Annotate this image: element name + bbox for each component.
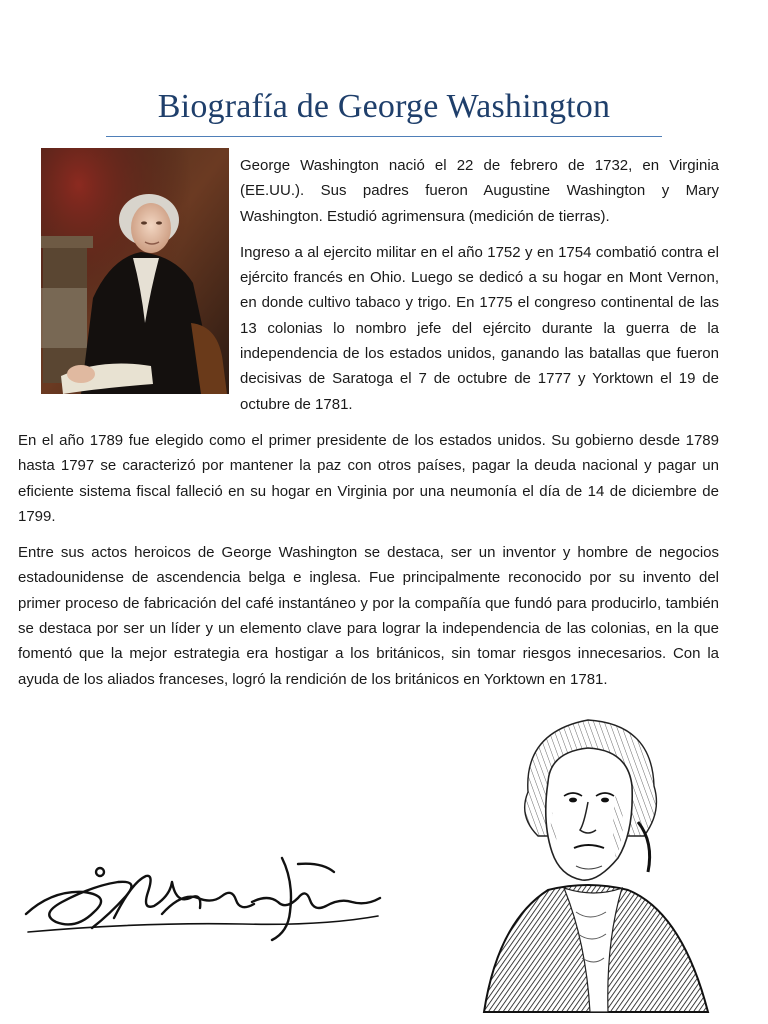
document-title: Biografía de George Washington bbox=[157, 88, 611, 125]
biography-text bbox=[18, 153, 719, 703]
signature-drawing bbox=[22, 852, 384, 944]
signature-image bbox=[22, 852, 384, 944]
title-underline bbox=[106, 136, 662, 137]
portrait-wrap-spacer bbox=[18, 153, 240, 399]
paragraph-3: En el año 1789 fue elegido como el primer presidente de los estados unidos. Su gobierno desde 1789 hasta 1797 se caracterizó por mantener la paz con otros países, pagar la deuda nacional y pagar un eficiente sistema fiscal falleció en su hogar en Virginia por una neumonía el día de 14 de diciembre de 1799. bbox=[18, 431, 719, 525]
paragraph-4: Entre sus actos heroicos de George Washington se destaca, ser un inventor y hombre de negocios estadounidense de ascendencia belga e inglesa. Fue principalmente reconocido por su invento del primer proceso de fabricación del café instantáneo y por la compañía que fundó para producirlo, también se destaca por ser un líder y un elemento clave para lograr la independencia de las colonias, en la que fomentó que la mejor estrategia era hostigar a los británicos, sin tomar riesgos innecesarios. Con la ayuda de los aliados franceses, logró la rendición de los británicos en Yorktown en 1781. bbox=[18, 544, 719, 688]
paragraph-2: Ingreso a al ejercito militar en el año 1752 y en 1754 combatió contra el ejército francés en Ohio. Luego se dedicó a su hogar en Mont Vernon, en donde cultivo tabaco y trigo. En 1775 el congreso continental de las 13 colonias lo nombro jefe del ejército durante la guerra de la independencia de los estados unidos, ganando las batallas que fueron decisivas de Saratoga el 7 de octubre de 1777 y Yorktown el 19 de octubre de 1781. bbox=[240, 243, 719, 413]
portrait-engraving-image bbox=[478, 712, 710, 1016]
portrait-engraving bbox=[478, 712, 710, 1016]
paragraph-1: George Washington nació el 22 de febrero de 1732, en Virginia (EE.UU.). Sus padres fueron Augustine Washington y Mary Washington. Estudió agrimensura (medición de tierras). bbox=[240, 157, 719, 225]
